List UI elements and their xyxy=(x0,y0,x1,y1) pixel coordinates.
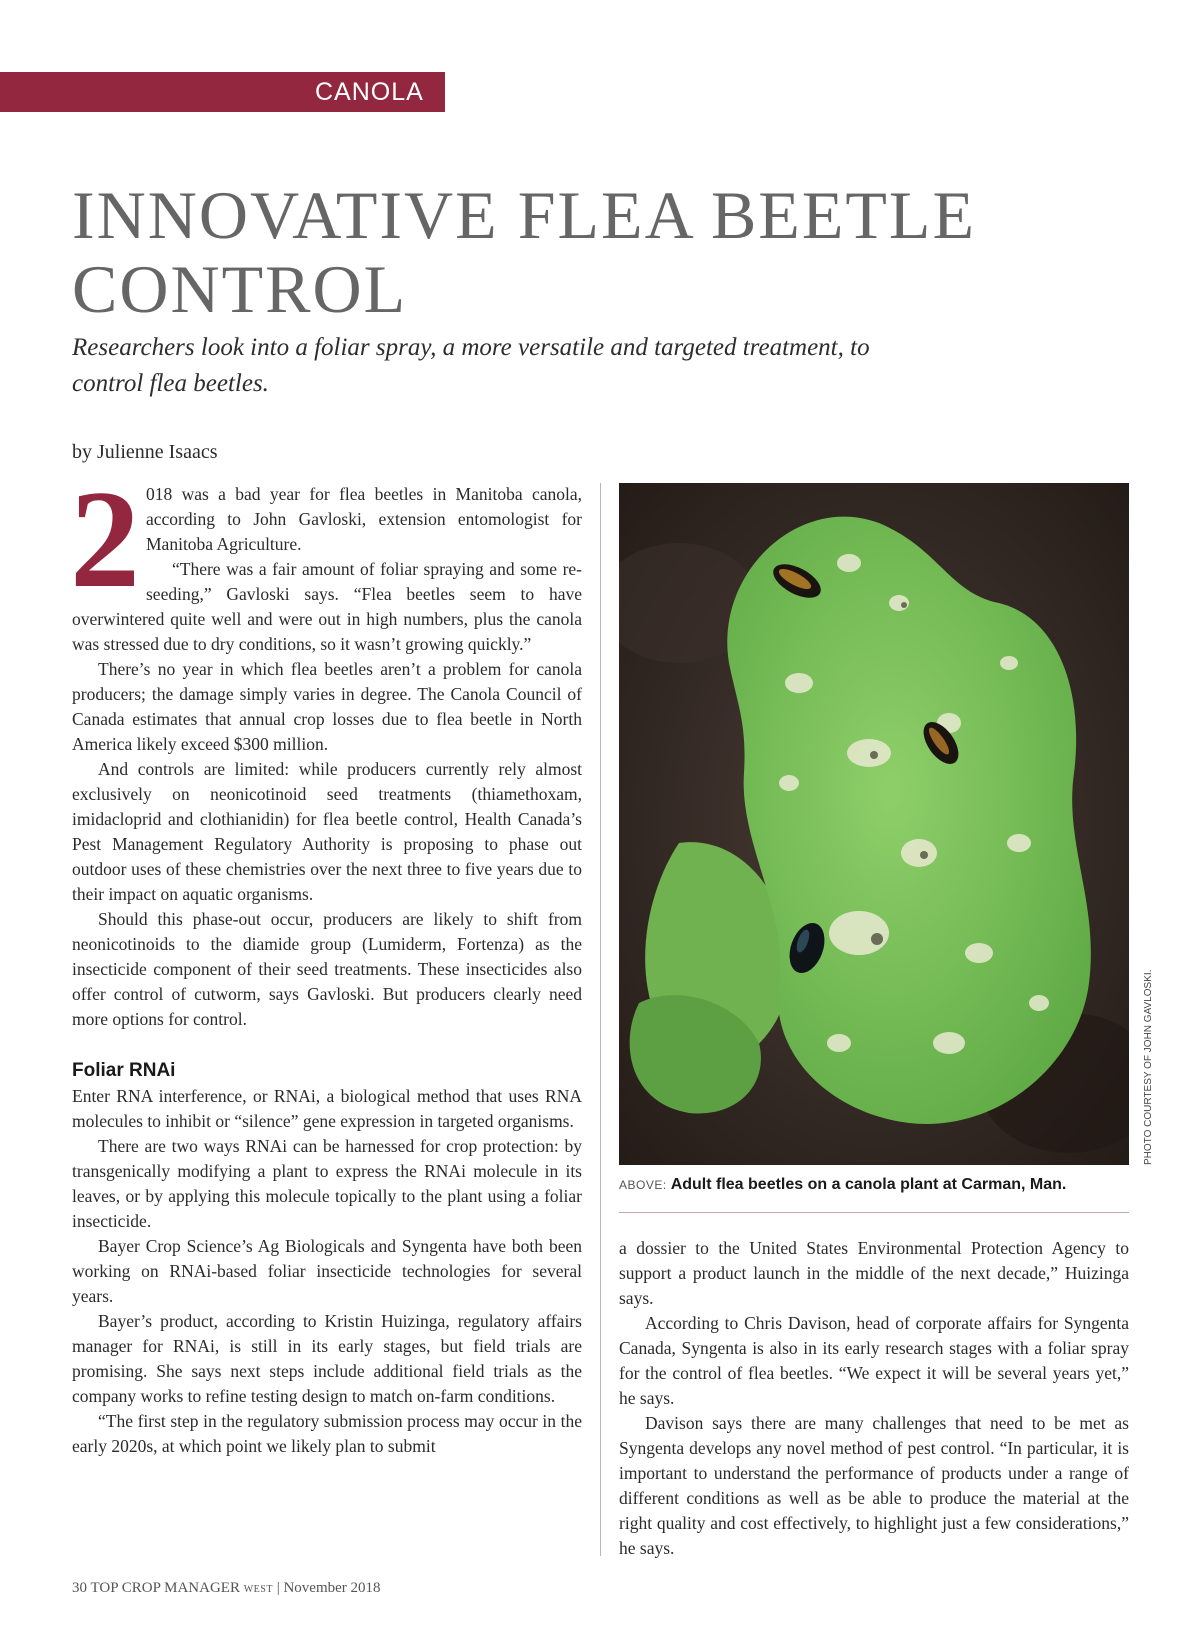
paragraph: “There was a fair amount of foliar spraying and some re-seeding,” Gavloski says. “Flea beetles seem to have overwintered quite well and were out in high numbers, plus the canola was stressed due to dry conditions, so it wasn’t growing quickly.” xyxy=(72,559,582,654)
paragraph: Bayer’s product, according to Kristin Huizinga, regulatory affairs manager for RNAi, is still in its early stages, but field trials are promising. She says next steps include additional field trials as the company works to refine testing design to match on-farm conditions. xyxy=(72,1311,582,1406)
subhead: Foliar RNAi xyxy=(72,1060,176,1081)
paragraph: 018 was a bad year for flea beetles in Manitoba canola, according to John Gavloski, extension entomologist for Manitoba Agriculture. xyxy=(146,484,582,554)
paragraph: Should this phase-out occur, producers are likely to shift from neonicotinoids to the diamide group (Lumiderm, Fortenza) as the insecticide component of their seed treatments. These insecticides also offer control of cutworm, says Gavloski. But producers clearly need more options for control. xyxy=(72,909,582,1029)
paragraph: And controls are limited: while producers currently rely almost exclusively on neonicotinoid seed treatments (thiamethoxam, imidacloprid and clothianidin) for flea beetle control, Health Canada’s Pest Management Regulatory Authority is proposing to phase out outdoor uses of these chemistries over the next three to five years due to their impact on aquatic organisms. xyxy=(72,759,582,904)
section-label: CANOLA xyxy=(315,78,424,106)
paragraph: There are two ways RNAi can be harnessed for crop protection: by transgenically modifying a plant to express the RNAi molecule in its leaves, or by applying this molecule topically to the plant using a foliar insecticide. xyxy=(72,1136,582,1231)
deck: Researchers look into a foliar spray, a more versatile and targeted treatment, to control flea beetles. xyxy=(72,334,870,397)
photo-credit-text: PHOTO COURTESY OF JOHN GAVLOSKI. xyxy=(1143,969,1154,1165)
right-column xyxy=(619,1236,1129,1561)
page-number: 30 xyxy=(72,1580,87,1596)
magazine-name: TOP CROP MANAGER xyxy=(90,1580,240,1596)
byline: by Julienne Isaacs xyxy=(72,441,218,463)
section-tab xyxy=(0,72,445,112)
paragraph: a dossier to the United States Environmental Protection Agency to support a product launch in the middle of the next decade,” Huizinga says. xyxy=(619,1238,1129,1308)
page-footer xyxy=(72,1580,381,1597)
footer-separator: | xyxy=(276,1580,280,1596)
paragraph: There’s no year in which flea beetles aren’t a problem for canola producers; the damage simply varies in degree. The Canola Council of Canada estimates that annual crop losses due to flea beetle in North America likely exceed $300 million. xyxy=(72,659,582,754)
drop-cap: 2 xyxy=(70,462,140,617)
caption-divider xyxy=(619,1212,1129,1213)
paragraph: “The first step in the regulatory submission process may occur in the early 2020s, at which point we likely plan to submit xyxy=(72,1411,582,1456)
paragraph: Bayer Crop Science’s Ag Biologicals and Syngenta have both been working on RNAi-based foliar insecticide technologies for several years. xyxy=(72,1236,582,1306)
photo-caption xyxy=(619,1176,1129,1194)
caption-lead: ABOVE: xyxy=(619,1178,667,1192)
headline: INNOVATIVE FLEA BEETLE CONTROL xyxy=(72,177,976,327)
left-column xyxy=(70,462,582,1459)
issue-date: November 2018 xyxy=(283,1580,381,1596)
paragraph: Davison says there are many challenges that need to be met as Syngenta develops any novel method of pest control. “In particular, it is important to understand the performance of products under a range of different conditions as well as be able to produce the material at the right quality and cost effectively, to highlight just a few considerations,” he says. xyxy=(619,1413,1129,1558)
paragraph: Enter RNA interference, or RNAi, a biological method that uses RNA molecules to inhibit or “silence” gene expression in targeted organisms. xyxy=(72,1086,582,1131)
caption-text: Adult flea beetles on a canola plant at Carman, Man. xyxy=(670,1176,1067,1193)
flea-beetle-photo xyxy=(619,483,1129,1165)
paragraph: According to Chris Davison, head of corporate affairs for Syngenta Canada, Syngenta is also in its early research stages with a foliar spray for the control of flea beetles. “We expect it will be several years yet,” he says. xyxy=(619,1313,1129,1408)
photo-credit xyxy=(1141,969,1157,1365)
edition: WEST xyxy=(243,1584,273,1595)
column-divider xyxy=(600,483,601,1556)
